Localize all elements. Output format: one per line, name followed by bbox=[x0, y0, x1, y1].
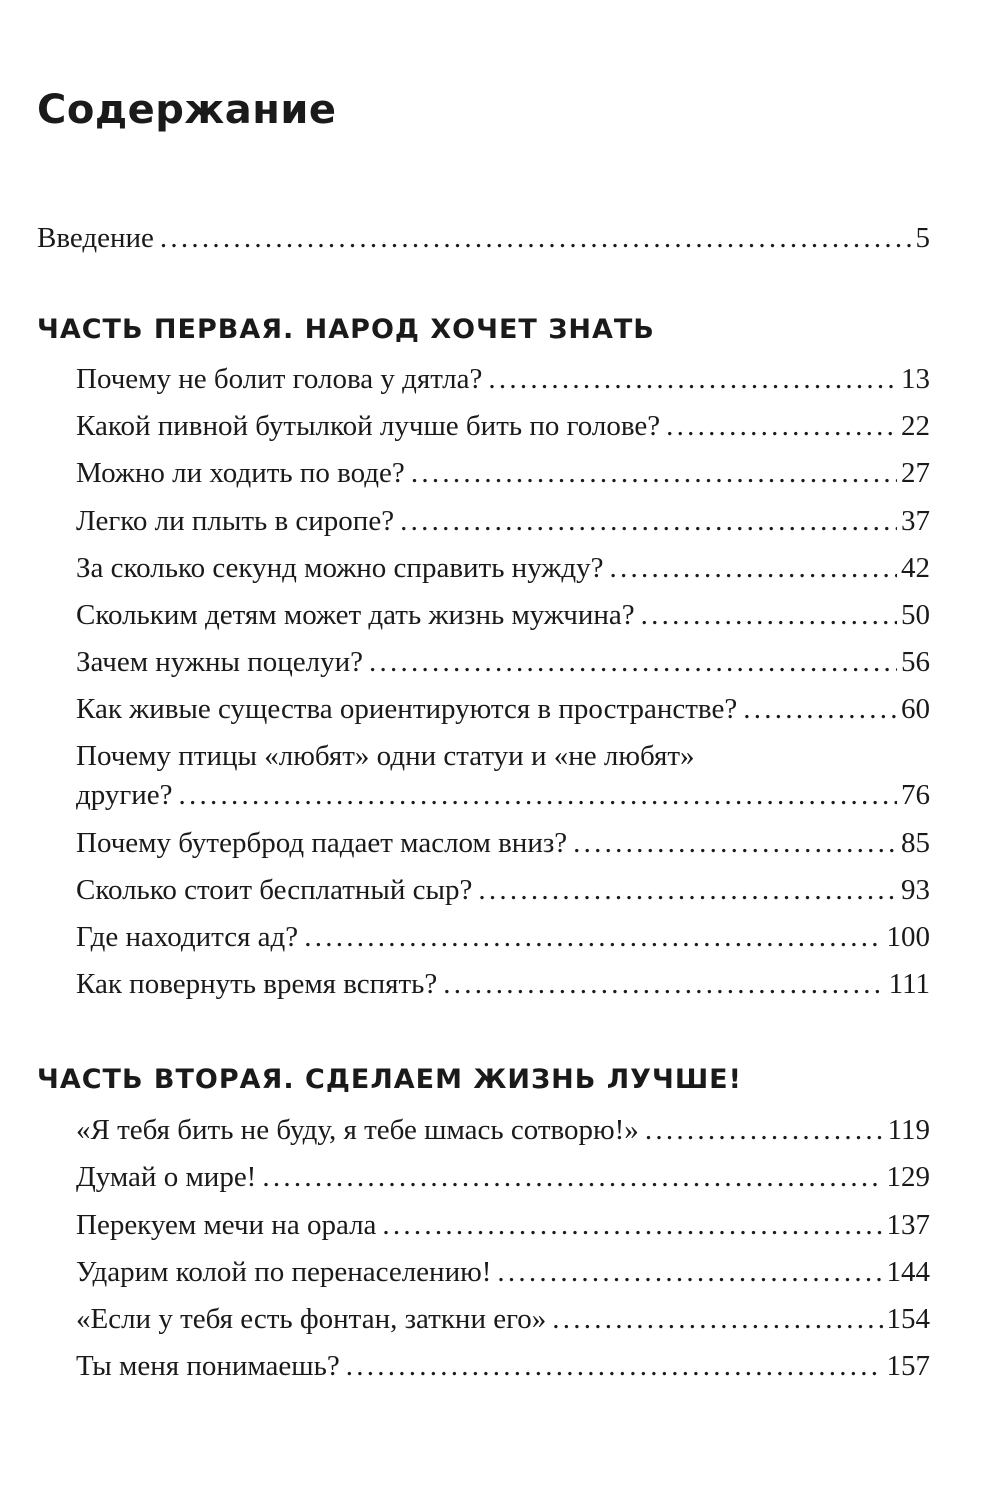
part-two-heading: ЧАСТЬ ВТОРАЯ. СДЕЛАЕМ ЖИЗНЬ ЛУЧШЕ! bbox=[37, 1064, 742, 1095]
toc-entry bbox=[76, 692, 930, 726]
dot-leader bbox=[641, 598, 897, 632]
dot-leader bbox=[411, 456, 897, 490]
toc-page-number: 119 bbox=[887, 1114, 930, 1146]
dot-leader bbox=[552, 1302, 882, 1336]
toc-entry bbox=[76, 967, 930, 1001]
toc-entry bbox=[76, 873, 930, 907]
toc-entry bbox=[76, 778, 930, 812]
dot-leader bbox=[346, 1349, 883, 1383]
toc-entry-label: За сколько секунд можно справить нужду? bbox=[76, 552, 604, 584]
toc-entry-label: «Если у тебя есть фонтан, заткни его» bbox=[76, 1303, 547, 1335]
dot-leader bbox=[573, 826, 897, 860]
toc-entry bbox=[76, 456, 930, 490]
toc-entry bbox=[76, 1160, 930, 1194]
toc-page-number: 76 bbox=[901, 779, 930, 811]
toc-entry-label: Зачем нужны поцелуи? bbox=[76, 646, 363, 678]
toc-entry-label: Какой пивной бутылкой лучше бить по голове? bbox=[76, 410, 661, 442]
toc-page-number: 93 bbox=[901, 874, 930, 906]
toc-page-number: 111 bbox=[888, 968, 930, 1000]
dot-leader bbox=[478, 873, 897, 907]
toc-page-number: 129 bbox=[886, 1161, 930, 1193]
toc-page-number: 37 bbox=[901, 505, 930, 537]
dot-leader bbox=[609, 551, 897, 585]
dot-leader bbox=[743, 692, 897, 726]
toc-entry-label: Ударим колой по перенаселению! bbox=[76, 1256, 492, 1288]
toc-entry-label: Как повернуть время вспять? bbox=[76, 968, 438, 1000]
toc-page-number: 137 bbox=[886, 1209, 930, 1241]
toc-page-number: 85 bbox=[901, 827, 930, 859]
toc-page-number: 60 bbox=[901, 693, 930, 725]
toc-page-number: 157 bbox=[886, 1350, 930, 1382]
toc-entry bbox=[76, 504, 930, 538]
dot-leader bbox=[382, 1208, 882, 1242]
toc-page-number: 50 bbox=[901, 599, 930, 631]
toc-entry bbox=[76, 1208, 930, 1242]
toc-entry bbox=[76, 645, 930, 679]
dot-leader bbox=[160, 221, 912, 255]
toc-entry bbox=[76, 1255, 930, 1289]
toc-entry-label: Где находится ад? bbox=[76, 921, 299, 953]
toc-entry bbox=[76, 1302, 930, 1336]
toc-page-number: 13 bbox=[901, 363, 930, 395]
toc-page-number: 144 bbox=[886, 1256, 930, 1288]
toc-page-number: 5 bbox=[915, 222, 930, 254]
toc-entry-label: «Я тебя бить не буду, я тебе шмась сотворю!» bbox=[76, 1114, 639, 1146]
toc-entry-label: Можно ли ходить по воде? bbox=[76, 457, 405, 489]
toc-entry-label: Скольким детям может дать жизнь мужчина? bbox=[76, 599, 635, 631]
toc-entry bbox=[76, 1113, 930, 1147]
toc-page-number: 27 bbox=[901, 457, 930, 489]
toc-page-number: 100 bbox=[886, 921, 930, 953]
toc-entry-label: Введение bbox=[37, 222, 154, 254]
page-title: Содержание bbox=[37, 87, 337, 133]
toc-entry bbox=[76, 920, 930, 954]
dot-leader bbox=[497, 1255, 882, 1289]
dot-leader bbox=[262, 1160, 882, 1194]
dot-leader bbox=[179, 778, 897, 812]
toc-entry-label: Легко ли плыть в сиропе? bbox=[76, 505, 395, 537]
dot-leader bbox=[488, 362, 897, 396]
toc-entry-label: Ты меня понимаешь? bbox=[76, 1350, 340, 1382]
toc-page-number: 42 bbox=[901, 552, 930, 584]
toc-entry bbox=[76, 1349, 930, 1383]
toc-entry-label-line2: другие? bbox=[76, 779, 173, 811]
toc-entry-label: Сколько стоит бесплатный сыр? bbox=[76, 874, 473, 906]
dot-leader bbox=[645, 1113, 884, 1147]
toc-entry bbox=[76, 551, 930, 585]
part-one-heading: ЧАСТЬ ПЕРВАЯ. НАРОД ХОЧЕТ ЗНАТЬ bbox=[37, 314, 655, 345]
toc-page-number: 154 bbox=[886, 1303, 930, 1335]
toc-page-number: 56 bbox=[901, 646, 930, 678]
toc-entry-label: Перекуем мечи на орала bbox=[76, 1209, 377, 1241]
toc-entry bbox=[76, 826, 930, 860]
toc-entry-intro bbox=[37, 221, 930, 255]
toc-entry bbox=[76, 409, 930, 443]
dot-leader bbox=[443, 967, 884, 1001]
dot-leader bbox=[304, 920, 882, 954]
dot-leader bbox=[666, 409, 897, 443]
toc-entry-label: Почему не болит голова у дятла? bbox=[76, 363, 483, 395]
dot-leader bbox=[400, 504, 897, 538]
toc-entry bbox=[76, 362, 930, 396]
toc-entry bbox=[76, 598, 930, 632]
toc-entry-label: Думай о мире! bbox=[76, 1161, 257, 1193]
toc-entry-label: Почему бутерброд падает маслом вниз? bbox=[76, 827, 568, 859]
toc-entry-label: Как живые существа ориентируются в пространстве? bbox=[76, 693, 738, 725]
toc-entry-label-line1: Почему птицы «любят» одни статуи и «не любят» bbox=[76, 740, 695, 772]
toc-page-number: 22 bbox=[901, 410, 930, 442]
dot-leader bbox=[369, 645, 897, 679]
